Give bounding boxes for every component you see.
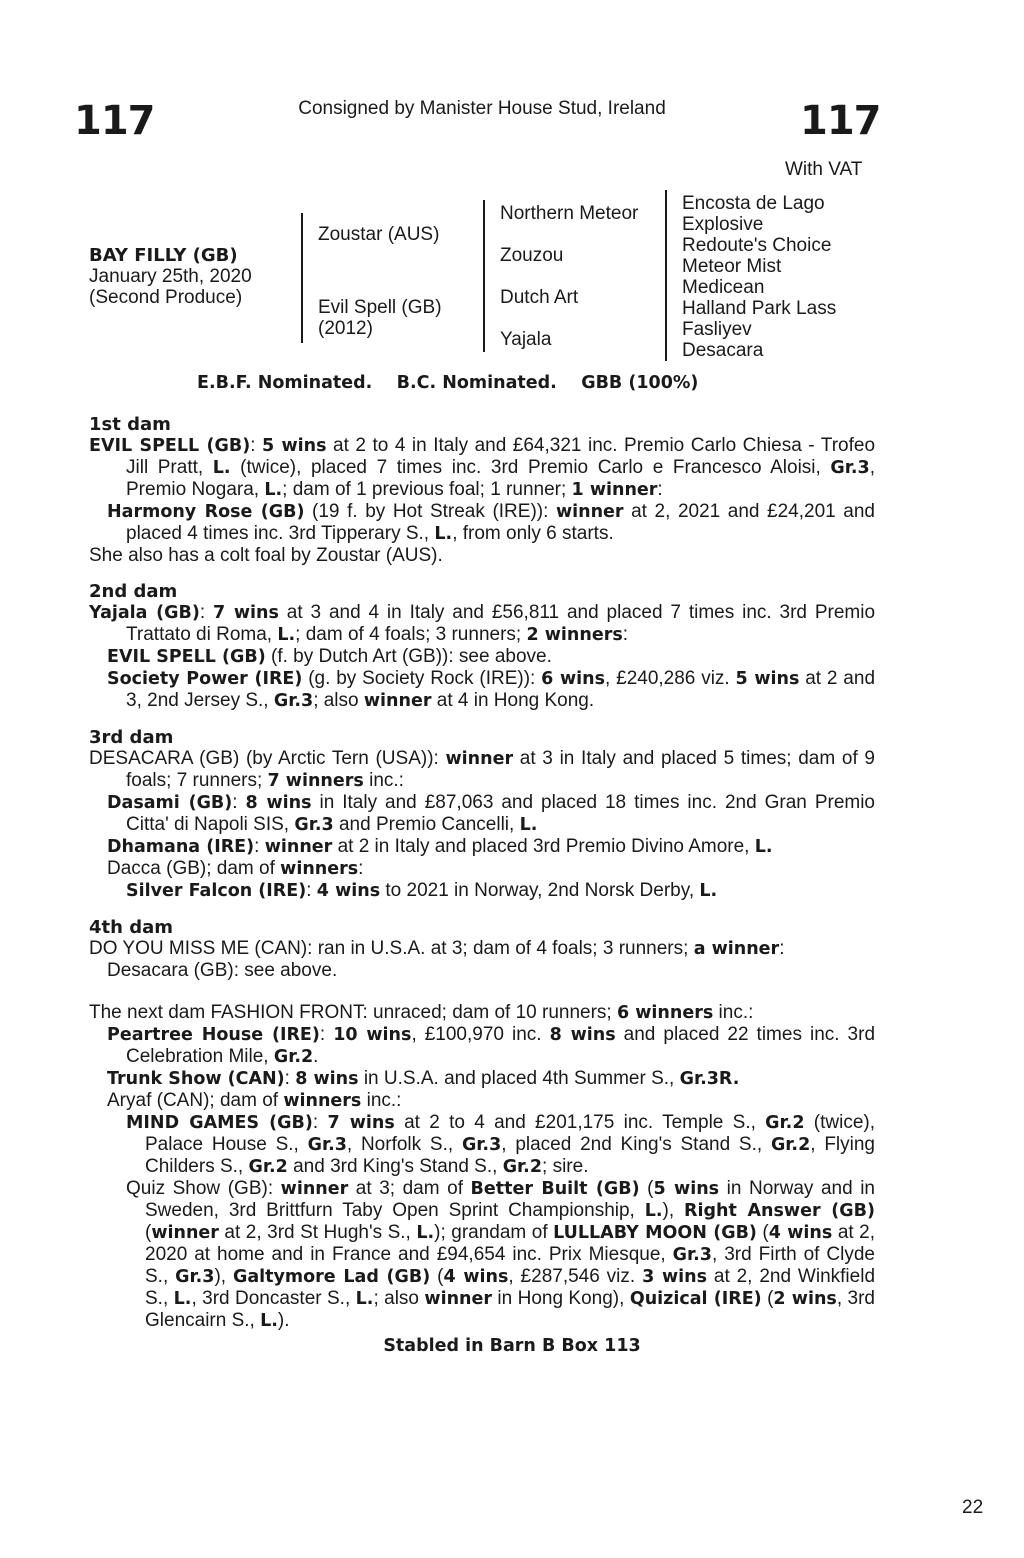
grand-produce-entry: Silver Falcon (IRE): 4 wins to 2021 in Norway, 2nd Norsk Derby, L. (126, 880, 718, 901)
dam-entry: Yajala (GB): 7 wins at 3 and 4 in Italy and £56,811 and placed 7 times inc. 3rd Premio Trattato di Roma, L.; dam of 4 foals; 3 runners; 2 winners: (89, 602, 876, 645)
produce-entry: Trunk Show (CAN): 8 wins in U.S.A. and placed 4th Summer S., Gr.3R. (107, 1068, 740, 1089)
dam-entry: DESACARA (GB) (by Arctic Tern (USA)): winner at 3 in Italy and placed 5 times; dam of 9 foals; 7 runners; 7 winners inc.: (89, 748, 875, 791)
nominations (197, 373, 698, 394)
pedigree-gen3-item: Explosive (682, 214, 764, 235)
pedigree-gen2-item: Zouzou (500, 245, 564, 266)
section-fourth-dam (89, 917, 875, 981)
pedigree-gen2-item: Yajala (500, 329, 552, 350)
vat-status: With VAT (785, 159, 863, 180)
pedigree-dam-year: (2012) (318, 318, 373, 339)
section-title: 1st dam (89, 414, 171, 435)
pedigree-gen2-item: Northern Meteor (500, 203, 639, 224)
consignor: Consigned by Manister House Stud, Ireland (298, 98, 666, 119)
produce-entry: Peartree House (IRE): 10 wins, £100,970 inc. 8 wins and placed 22 times inc. 3rd Celebration Mile, Gr.2. (107, 1024, 876, 1067)
stabled-location: Stabled in Barn B Box 113 (383, 1336, 641, 1356)
pedigree-gen3-item: Halland Park Lass (682, 298, 837, 319)
section-title: 3rd dam (89, 727, 174, 748)
pedigree-bracket-2 (483, 200, 485, 352)
produce-entry: Dacca (GB); dam of winners: (107, 858, 364, 879)
grand-produce-entry: Quiz Show (GB): winner at 3; dam of Better Built (GB) (5 wins in Norway and in Sweden, 3rd Brittfurn Taby Open Sprint Championship, L.), Right Answer (GB) (winner at 2, 3rd St Hugh's S., L.); grandam of LULLABY MOON (GB) (4 wins at 2, 2020 at home and in France and £94,654 inc. Prix Miesque, Gr.3, 3rd Firth of Clyde S., Gr.3), Galtymore Lad (GB) (4 wins, £287,546 viz. 3 wins at 2, 2nd Winkfield S., L., 3rd Doncaster S., L.; also winner in Hong Kong), Quizical (IRE) (2 wins, 3rd Glencairn S., L.). (126, 1178, 876, 1331)
produce-entry: Harmony Rose (GB) (19 f. by Hot Streak (IRE)): winner at 2, 2021 and £24,201 and placed 4 times inc. 3rd Tipperary S., L., from only 6 starts. (107, 501, 875, 544)
dam-entry: DO YOU MISS ME (CAN): ran in U.S.A. at 3; dam of 4 foals; 3 runners; a winner: (89, 938, 785, 959)
section-title: 2nd dam (89, 581, 178, 602)
dam-entry: EVIL SPELL (GB): 5 wins at 2 to 4 in Italy and £64,321 inc. Premio Carlo Chiesa - Trofeo Jill Pratt, L. (twice), placed 7 times inc. 3rd Premio Carlo e Francesco Aloisi, Gr.3, Premio Nogara, L.; dam of 1 previous foal; 1 runner; 1 winner: (89, 435, 876, 500)
bc-nomination: B.C. Nominated. (396, 373, 557, 393)
section-first-dam (89, 414, 875, 566)
produce-entry: Aryaf (CAN); dam of winners inc.: (107, 1090, 402, 1111)
pedigree-gen3-item: Desacara (682, 340, 764, 361)
pedigree-sire: Zoustar (AUS) (318, 224, 440, 245)
pedigree-gen3-item: Meteor Mist (682, 256, 782, 277)
gbb-status: GBB (100%) (581, 373, 699, 393)
horse-name: BAY FILLY (GB) (89, 245, 238, 266)
section-title: 4th dam (89, 917, 173, 938)
produce-entry: Dasami (GB): 8 wins in Italy and £87,063 and placed 18 times inc. 2nd Gran Premio Citta' di Napoli SIS, Gr.3 and Premio Cancelli, L. (107, 792, 875, 835)
ebf-nomination: E.B.F. Nominated. (197, 373, 373, 393)
produce-entry: Society Power (IRE) (g. by Society Rock (IRE)): 6 wins, £240,286 viz. 5 wins at 2 and 3, 2nd Jersey S., Gr.3; also winner at 4 in Hong Kong. (107, 668, 876, 711)
grand-produce-entry: MIND GAMES (GB): 7 wins at 2 to 4 and £201,175 inc. Temple S., Gr.2 (twice), Palace House S., Gr.3, Norfolk S., Gr.3, placed 2nd King's Stand S., Gr.2, Flying Childers S., Gr.2 and 3rd King's Stand S., Gr.2; sire. (126, 1112, 876, 1177)
dam-entry: The next dam FASHION FRONT: unraced; dam of 10 runners; 6 winners inc.: (89, 1002, 754, 1023)
pedigree-gen2-item: Dutch Art (500, 287, 579, 308)
pedigree-gen3-item: Redoute's Choice (682, 235, 832, 256)
produce-entry: Dhamana (IRE): winner at 2 in Italy and placed 3rd Premio Divino Amore, L. (107, 836, 773, 857)
horse-dob: January 25th, 2020 (89, 266, 252, 287)
lot-number-right: 117 (800, 98, 881, 144)
horse-produce: (Second Produce) (89, 287, 243, 308)
pedigree-bracket-1 (301, 213, 303, 343)
section-second-dam (89, 581, 875, 712)
page-number: 22 (962, 1497, 984, 1518)
pedigree-bracket-3 (665, 190, 667, 361)
lot-number-left: 117 (74, 98, 155, 144)
pedigree-gen3-item: Encosta de Lago (682, 193, 825, 214)
pedigree-dam: Evil Spell (GB) (318, 297, 442, 318)
pedigree-gen3-item: Fasliyev (682, 319, 752, 340)
section-third-dam (89, 727, 875, 902)
note-entry: She also has a colt foal by Zoustar (AUS). (89, 545, 443, 566)
catalogue-body (89, 414, 875, 1332)
produce-entry: Desacara (GB): see above. (107, 960, 338, 981)
produce-entry: EVIL SPELL (GB) (f. by Dutch Art (GB)): see above. (107, 646, 552, 667)
section-next-dam (89, 1002, 875, 1332)
pedigree-gen3-item: Medicean (682, 277, 765, 298)
